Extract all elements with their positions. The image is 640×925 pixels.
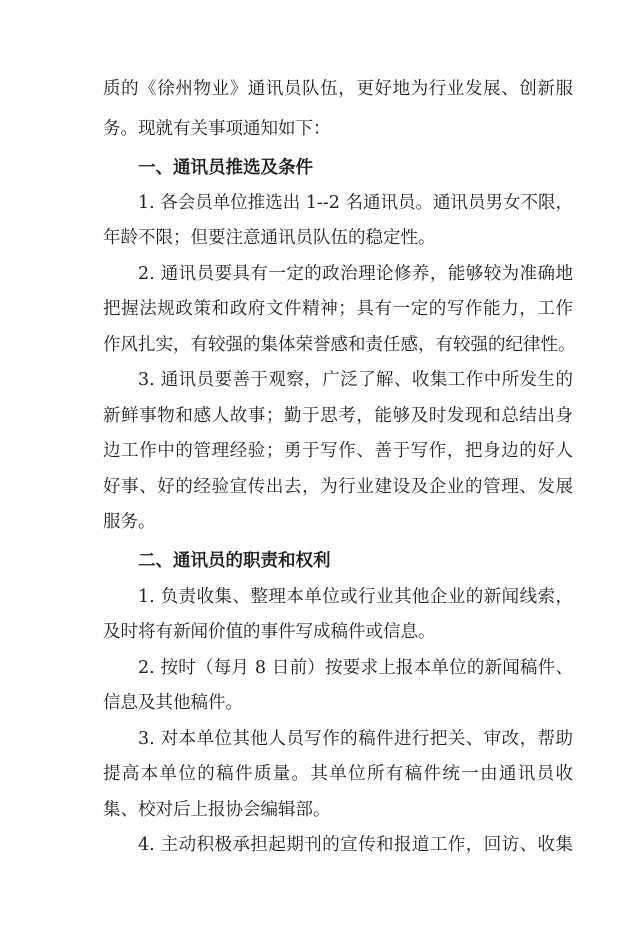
paragraph-line: 提高本单位的稿件质量。其单位所有稿件统一由通讯员收 <box>103 764 573 784</box>
section-heading: 一、通讯员推选及条件 <box>138 158 313 178</box>
paragraph-line: 务。现就有关事项通知如下： <box>103 119 331 139</box>
paragraph-line: 集、校对后上报协会编辑部。 <box>103 800 331 820</box>
paragraph-line: 质的《徐州物业》通讯员队伍，更好地为行业发展、创新服 <box>103 79 573 99</box>
paragraph-line: 3. 通讯员要善于观察，广泛了解、收集工作中所发生的 <box>138 370 573 390</box>
paragraph-line: 及时将有新闻价值的事件写成稿件或信息。 <box>103 622 436 642</box>
paragraph-line: 新鲜事物和感人故事；勤于思考，能够及时发现和总结出身 <box>103 406 573 426</box>
paragraph-line: 2. 按时（每月 8 日前）按要求上报本单位的新闻稿件、 <box>138 658 573 678</box>
paragraph-line: 信息及其他稿件。 <box>103 693 243 713</box>
paragraph-line: 服务。 <box>103 512 156 532</box>
paragraph-line: 作风扎实，有较强的集体荣誉感和责任感，有较强的纪律性。 <box>103 335 576 355</box>
paragraph-line: 1. 各会员单位推选出 1--2 名通讯员。通讯员男女不限， <box>138 193 573 213</box>
paragraph-line: 把握法规政策和政府文件精神；具有一定的写作能力，工作 <box>103 299 573 319</box>
section-heading: 二、通讯员的职责和权利 <box>138 551 331 571</box>
paragraph-line: 边工作中的管理经验；勇于写作、善于写作，把身边的好人 <box>103 441 573 461</box>
paragraph-line: 好事、好的经验宣传出去，为行业建设及企业的管理、发展 <box>103 477 573 497</box>
paragraph-line: 3. 对本单位其他人员写作的稿件进行把关、审改，帮助 <box>138 729 573 749</box>
paragraph-line: 2. 通讯员要具有一定的政治理论修养，能够较为准确地 <box>138 264 573 284</box>
paragraph-line: 年龄不限；但要注意通讯员队伍的稳定性。 <box>103 228 436 248</box>
paragraph-line: 4. 主动积极承担起期刊的宣传和报道工作，回访、收集 <box>138 835 573 855</box>
paragraph-line: 1. 负责收集、整理本单位或行业其他企业的新闻线索， <box>138 587 573 607</box>
